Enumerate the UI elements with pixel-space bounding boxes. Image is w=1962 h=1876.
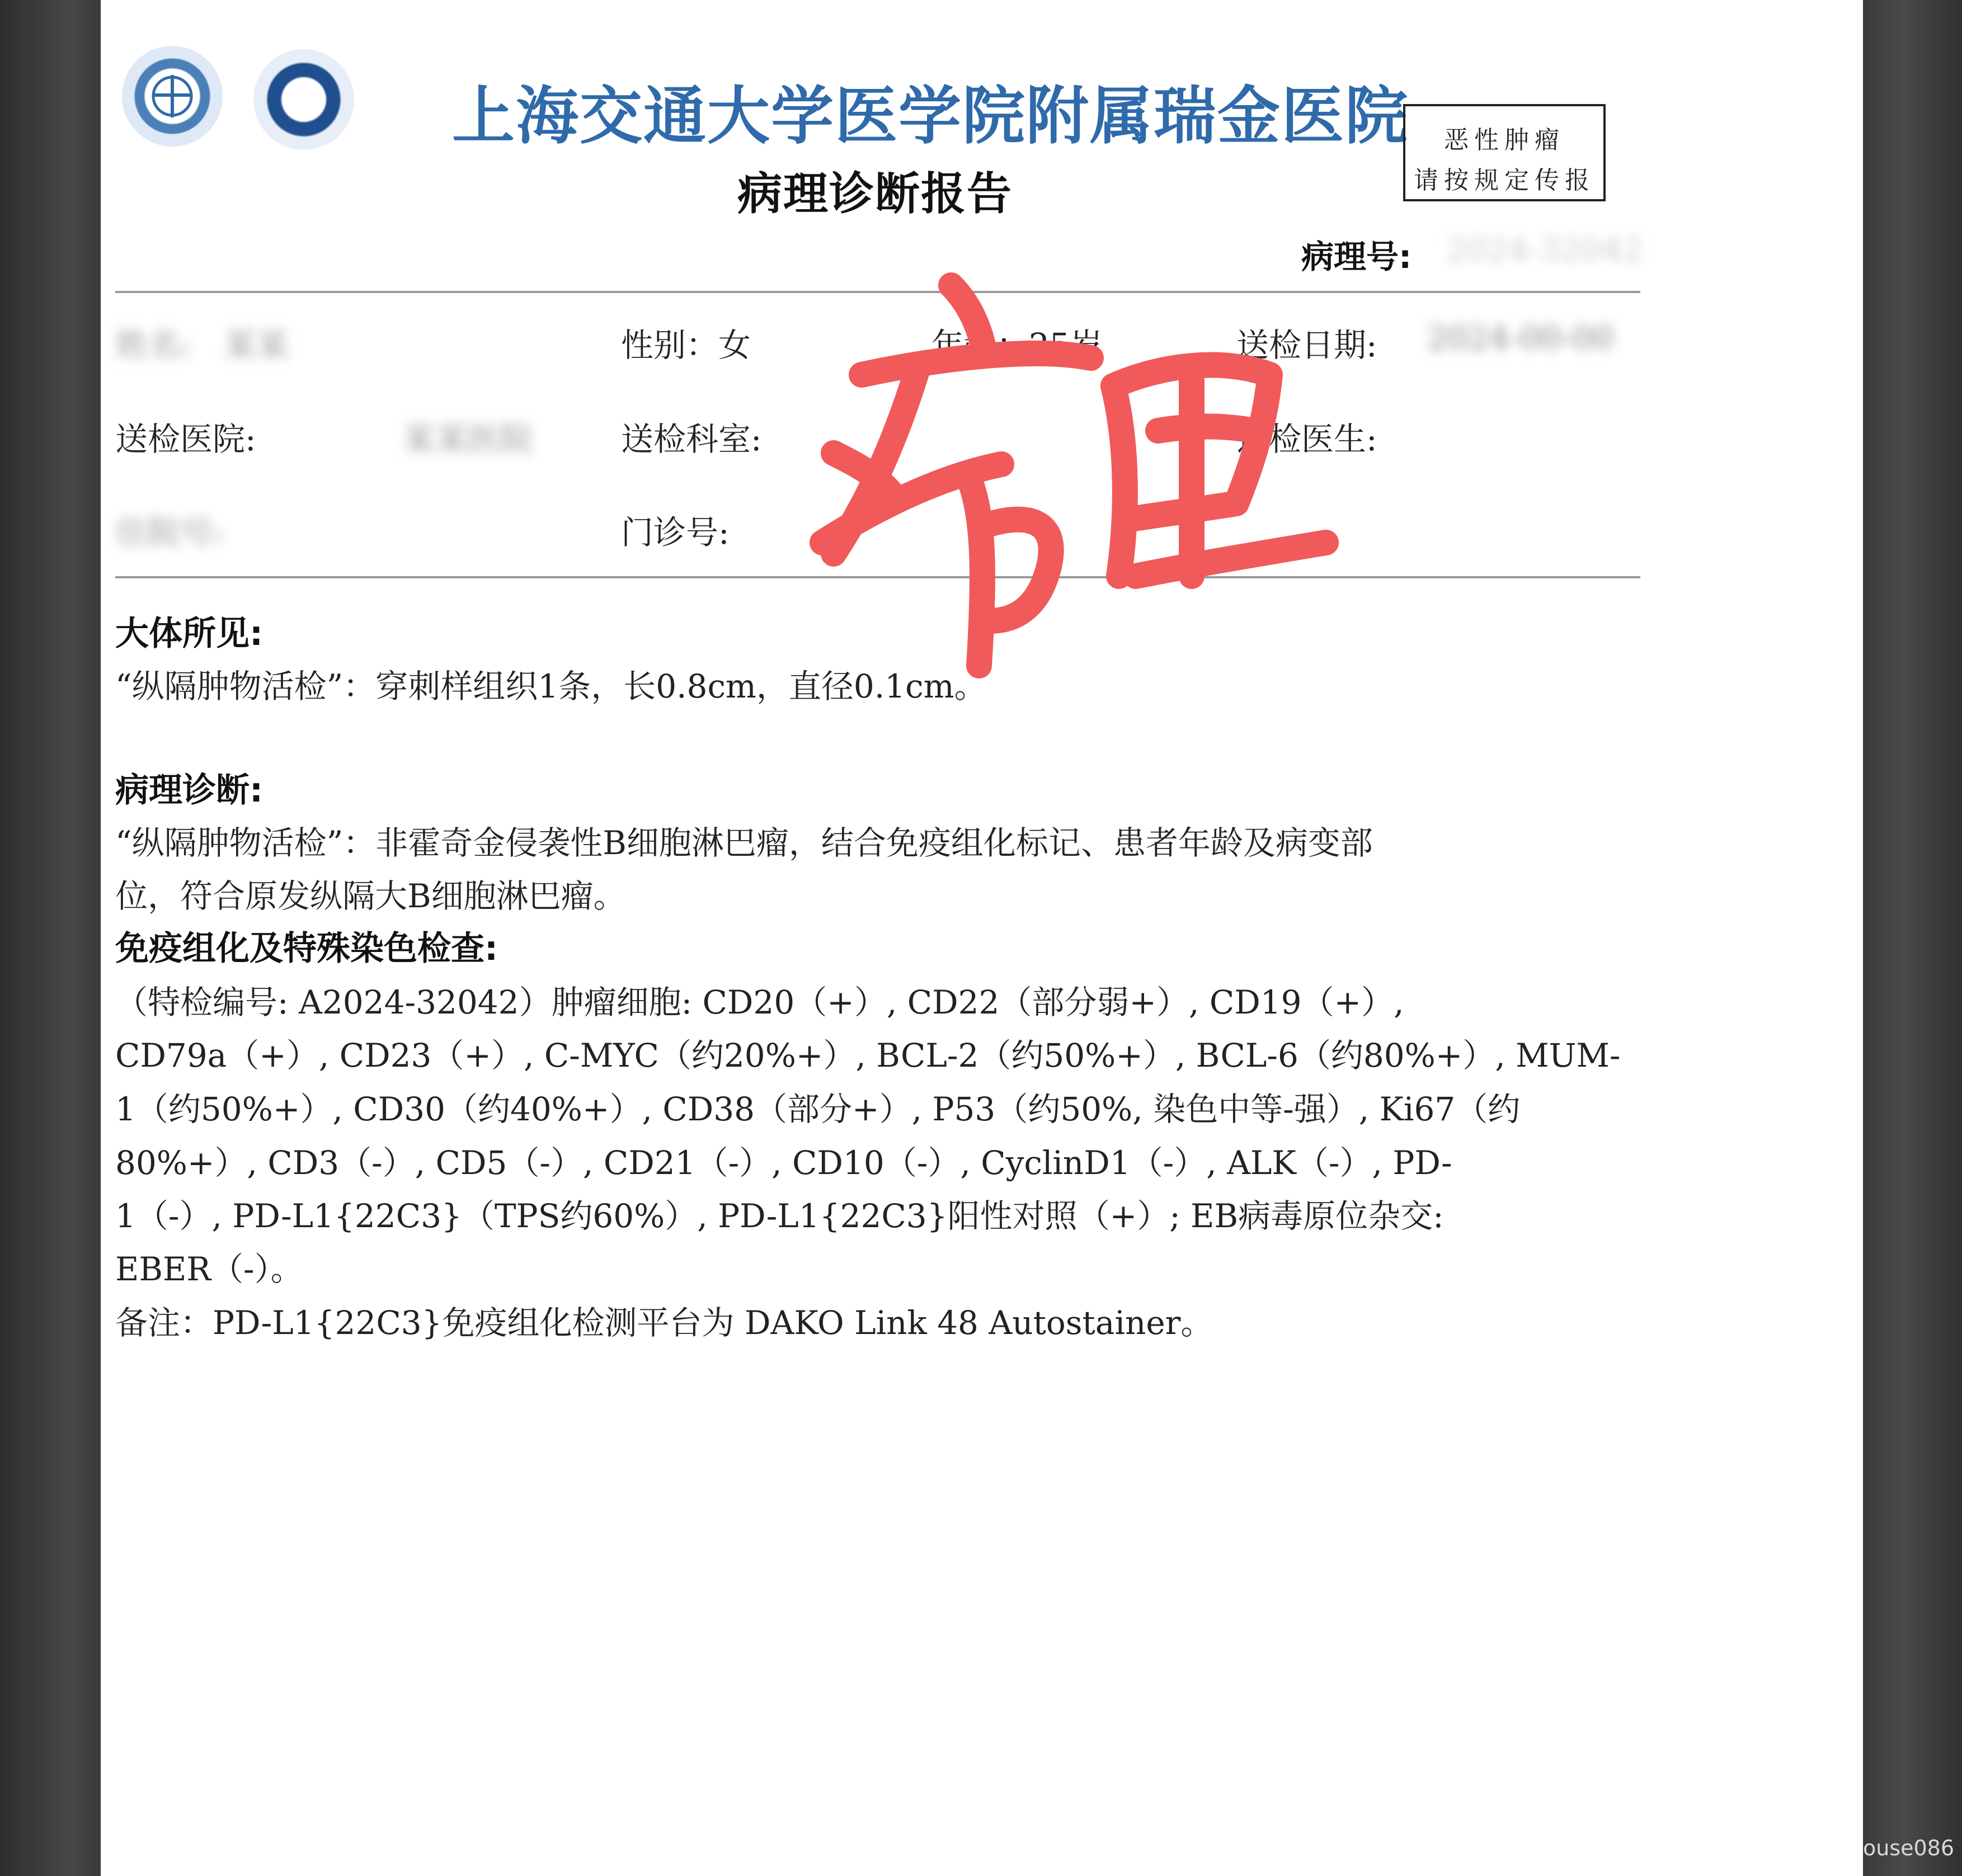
hospital-name: 上海交通大学医学院附属瑞金医院 (452, 80, 1409, 153)
age-field: 年龄：25岁 (931, 326, 1103, 364)
dept-label: 送检科室: (621, 420, 762, 458)
ihc-line: 80%+）, CD3（-）, CD5（-）, CD21（-）, CD10（-）, CyclinD1（-）, ALK（-）, PD- (115, 1144, 1452, 1182)
hospital-value: 某某医院 (403, 420, 533, 458)
viewer-left-edge (0, 0, 101, 1876)
hospital-label: 送检医院: (115, 420, 256, 458)
name-value: 某某 (224, 326, 289, 364)
pathology-no-value: 2024-32042 (1446, 230, 1643, 268)
ihc-line: CD79a（+）, CD23（+）, C-MYC（约20%+）, BCL-2（约50%+）, BCL-6（约80%+）, MUM- (115, 1036, 1621, 1074)
ihc-line: 1（-）, PD-L1{22C3}（TPS约60%）, PD-L1{22C3}阳性对照（+）; EB病毒原位杂交: (115, 1197, 1444, 1235)
diagnosis-line-1: “纵隔肿物活检”：非霍奇金侵袭性B细胞淋巴瘤，结合免疫组化标记、患者年龄及病变部 (115, 824, 1373, 862)
outpatient-label: 门诊号: (621, 513, 730, 552)
ihc-line: 1（约50%+）, CD30（约40%+）, CD38（部分+）, P53（约50%, 染色中等-强）, Ki67（约 (115, 1090, 1521, 1128)
doctor-label: 送检医生: (1236, 420, 1377, 458)
notice-line-2: 请按规定传报 (1414, 166, 1595, 195)
watermark-text: ouse086 (1863, 1836, 1955, 1860)
submit-date-label: 送检日期: (1236, 326, 1377, 364)
patient-info-divider (115, 576, 1640, 578)
ruijin-logo (122, 46, 223, 147)
malignancy-notice-box (1403, 104, 1606, 201)
pathology-no-label: 病理号: (1301, 238, 1412, 276)
diagnosis-heading: 病理诊断: (115, 771, 263, 810)
ihc-heading: 免疫组化及特殊染色检查: (115, 929, 498, 968)
school-logo (253, 49, 354, 150)
diagnosis-line-2: 位，符合原发纵隔大B细胞淋巴瘤。 (115, 877, 626, 915)
gross-heading: 大体所见: (115, 614, 263, 653)
name-label: 姓名: (115, 326, 191, 364)
ihc-line: （特检编号: A2024-32042）肿瘤细胞: CD20（+）, CD22（部分弱+）, CD19（+）, (115, 983, 1404, 1021)
notice-line-1: 恶性肿瘤 (1444, 126, 1565, 154)
gross-text: “纵隔肿物活检”：穿刺样组织1条，长0.8cm，直径0.1cm。 (115, 667, 987, 705)
report-title: 病理诊断报告 (737, 168, 1013, 220)
ihc-note: 备注：PD-L1{22C3}免疫组化检测平台为 DAKO Link 48 Autostainer。 (115, 1304, 1213, 1342)
ihc-line: EBER（-）。 (115, 1250, 303, 1288)
viewer-right-edge (1863, 0, 1962, 1876)
submit-date-value: 2024-00-00 (1427, 319, 1614, 357)
gender-field: 性别：女 (621, 326, 751, 364)
header-divider (115, 291, 1640, 293)
inpatient-label: 住院号: (115, 513, 224, 552)
